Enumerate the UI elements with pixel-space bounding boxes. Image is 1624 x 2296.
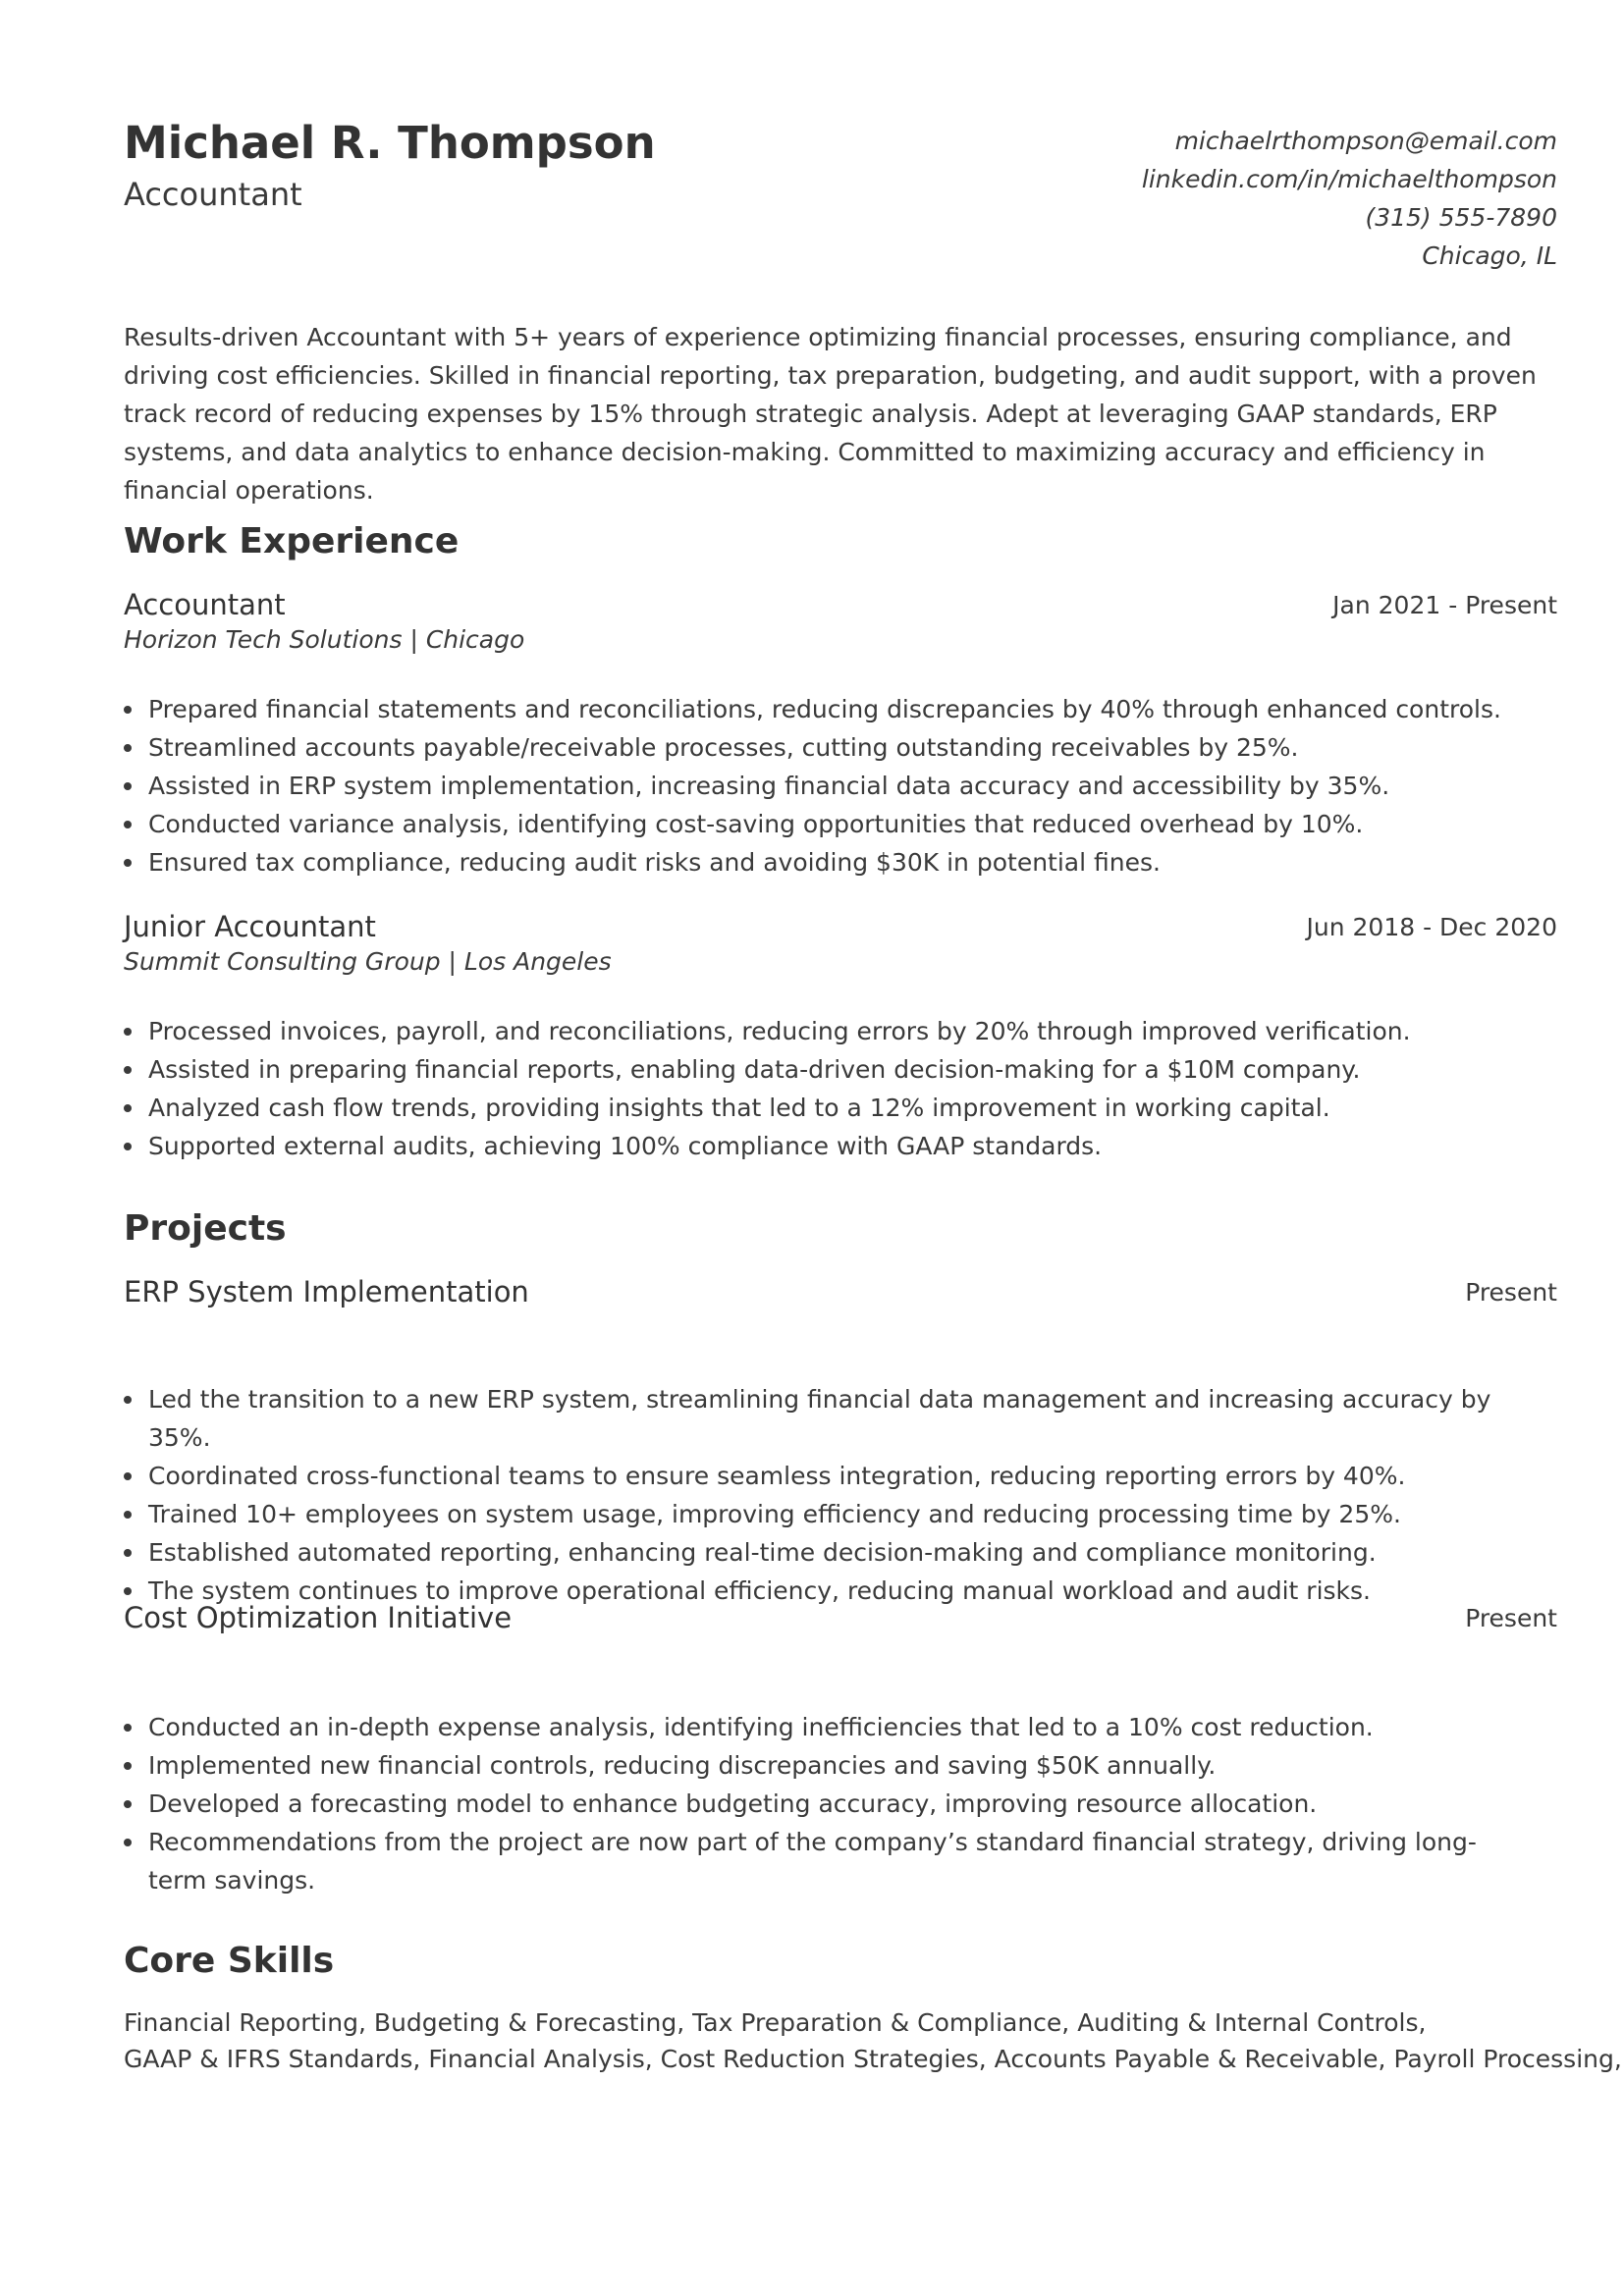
list-item: Assisted in ERP system implementation, increasing financial data accuracy and accessibility by 35%. — [124, 767, 1557, 805]
job-bullets — [124, 1012, 1557, 1165]
list-item: Coordinated cross-functional teams to ensure seamless integration, reducing reporting errors by 40%. — [124, 1457, 1557, 1495]
list-item: Developed a forecasting model to enhance budgeting accuracy, improving resource allocation. — [124, 1785, 1489, 1823]
list-item: Implemented new financial controls, reducing discrepancies and saving $50K annually. — [124, 1746, 1489, 1785]
project-title: ERP System Implementation — [124, 1275, 529, 1308]
list-item: Led the transition to a new ERP system, streamlining financial data management and increasing accuracy by 35%. — [124, 1380, 1557, 1457]
project-dates: Present — [1465, 1278, 1557, 1307]
resume-page — [124, 116, 1622, 2073]
skills-line: Financial Reporting, Budgeting & Forecasting, Tax Preparation & Compliance, Auditing & Internal Controls, — [124, 2008, 1427, 2037]
job-company: Horizon Tech Solutions | Chicago — [124, 625, 525, 654]
job-bullets — [124, 690, 1557, 881]
list-item: Analyzed cash flow trends, providing insights that led to a 12% improvement in working capital. — [124, 1089, 1557, 1127]
candidate-name: Michael R. Thompson — [124, 117, 656, 169]
skills-line: GAAP & IFRS Standards, Financial Analysis, Cost Reduction Strategies, Accounts Payable & Receivable, Payroll Processing, — [124, 2045, 1622, 2073]
job-company: Summit Consulting Group | Los Angeles — [124, 947, 612, 976]
list-item: Recommendations from the project are now part of the company’s standard financial strategy, driving long-term savings. — [124, 1823, 1489, 1899]
list-item: Conducted an in-depth expense analysis, identifying inefficiencies that led to a 10% cost reduction. — [124, 1708, 1489, 1746]
candidate-role: Accountant — [124, 176, 302, 213]
list-item: Conducted variance analysis, identifying cost-saving opportunities that reduced overhead by 10%. — [124, 805, 1557, 843]
list-item: Trained 10+ employees on system usage, improving efficiency and reducing processing time by 25%. — [124, 1495, 1557, 1533]
contact-info — [1142, 122, 1557, 275]
project-bullets — [124, 1708, 1489, 1899]
list-item: Supported external audits, achieving 100% compliance with GAAP standards. — [124, 1127, 1557, 1165]
professional-summary: Results-driven Accountant with 5+ years of experience optimizing financial processes, ensuring compliance, and driving cost efficiencies. Skilled in financial reporting, tax preparation, budgeting, and audit support, with a proven track record of reducing expenses by 15% through strategic analysis. Adept at leveraging GAAP standards, ERP systems, and data analytics to enhance decision-making. Committed to maximizing accuracy and efficiency in financial operations. — [124, 323, 1537, 505]
contact-linkedin[interactable]: linkedin.com/in/michaelthompson — [1141, 165, 1557, 193]
skills-list — [124, 2004, 1622, 2077]
job-title: Junior Accountant — [124, 910, 376, 943]
list-item: The system continues to improve operational efficiency, reducing manual workload and audit risks. — [124, 1572, 1557, 1610]
list-item: Processed invoices, payroll, and reconciliations, reducing errors by 20% through improved verification. — [124, 1012, 1557, 1050]
project-bullets — [124, 1380, 1557, 1610]
job-dates: Jan 2021 - Present — [1332, 591, 1557, 619]
list-item: Assisted in preparing financial reports, enabling data-driven decision-making for a $10M company. — [124, 1050, 1557, 1089]
section-title-projects: Projects — [124, 1208, 287, 1249]
project-dates: Present — [1465, 1604, 1557, 1632]
list-item: Prepared financial statements and reconciliations, reducing discrepancies by 40% through enhanced controls. — [124, 690, 1557, 728]
job-title: Accountant — [124, 588, 286, 621]
list-item: Established automated reporting, enhancing real-time decision-making and compliance monitoring. — [124, 1533, 1557, 1572]
contact-email[interactable]: michaelrthompson@email.com — [1174, 127, 1557, 155]
job-dates: Jun 2018 - Dec 2020 — [1306, 913, 1557, 941]
contact-phone: (315) 555-7890 — [1365, 203, 1557, 232]
section-title-skills: Core Skills — [124, 1941, 335, 1981]
list-item: Ensured tax compliance, reducing audit risks and avoiding $30K in potential fines. — [124, 843, 1557, 881]
section-title-experience: Work Experience — [124, 521, 460, 561]
contact-location: Chicago, IL — [1422, 241, 1557, 270]
resume-header — [124, 116, 1557, 312]
list-item: Streamlined accounts payable/receivable processes, cutting outstanding receivables by 25%. — [124, 728, 1557, 767]
project-title: Cost Optimization Initiative — [124, 1601, 513, 1634]
